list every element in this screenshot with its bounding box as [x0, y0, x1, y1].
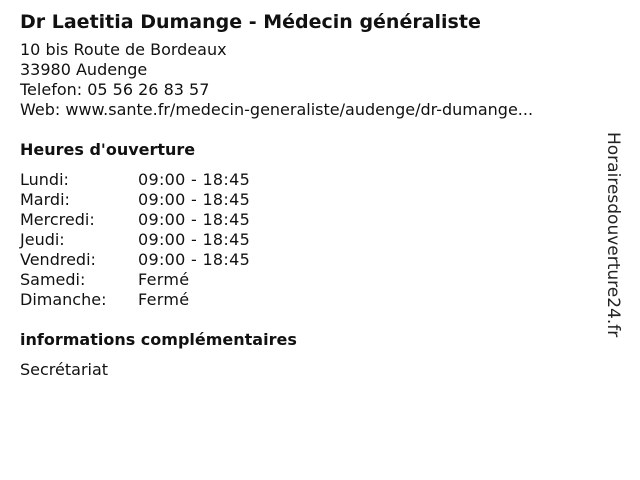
additional-info-item: Secrétariat	[20, 360, 109, 379]
day-hours: 09:00 - 18:45	[138, 190, 251, 209]
site-watermark: Horairesdouverture24.fr	[603, 132, 623, 338]
hours-row-friday	[20, 250, 610, 270]
day-hours: 09:00 - 18:45	[138, 250, 251, 269]
additional-info-heading: informations complémentaires	[20, 330, 297, 349]
day-label: Mardi:	[20, 190, 70, 209]
day-hours: Fermé	[138, 290, 190, 309]
hours-row-thursday	[20, 230, 610, 250]
city-postcode: 33980 Audenge	[20, 60, 148, 79]
website-link: Web: www.sante.fr/medecin-generaliste/audenge/dr-dumange...	[20, 100, 534, 119]
opening-hours-heading: Heures d'ouverture	[20, 140, 196, 159]
day-label: Dimanche:	[20, 290, 107, 309]
day-label: Samedi:	[20, 270, 86, 289]
day-hours: 09:00 - 18:45	[138, 170, 251, 189]
day-label: Jeudi:	[20, 230, 65, 249]
hours-row-sunday	[20, 290, 610, 310]
listing-card	[20, 10, 610, 380]
day-hours: 09:00 - 18:45	[138, 210, 251, 229]
day-hours: Fermé	[138, 270, 190, 289]
day-hours: 09:00 - 18:45	[138, 230, 251, 249]
hours-row-monday	[20, 170, 610, 190]
day-label: Lundi:	[20, 170, 69, 189]
hours-row-tuesday	[20, 190, 610, 210]
street-address: 10 bis Route de Bordeaux	[20, 40, 227, 59]
day-label: Mercredi:	[20, 210, 95, 229]
day-label: Vendredi:	[20, 250, 96, 269]
page-title: Dr Laetitia Dumange - Médecin généraliste	[20, 11, 481, 33]
phone-number: Telefon: 05 56 26 83 57	[20, 80, 210, 99]
hours-row-wednesday	[20, 210, 610, 230]
opening-hours-table	[20, 170, 610, 310]
address-block	[20, 40, 610, 120]
hours-row-saturday	[20, 270, 610, 290]
